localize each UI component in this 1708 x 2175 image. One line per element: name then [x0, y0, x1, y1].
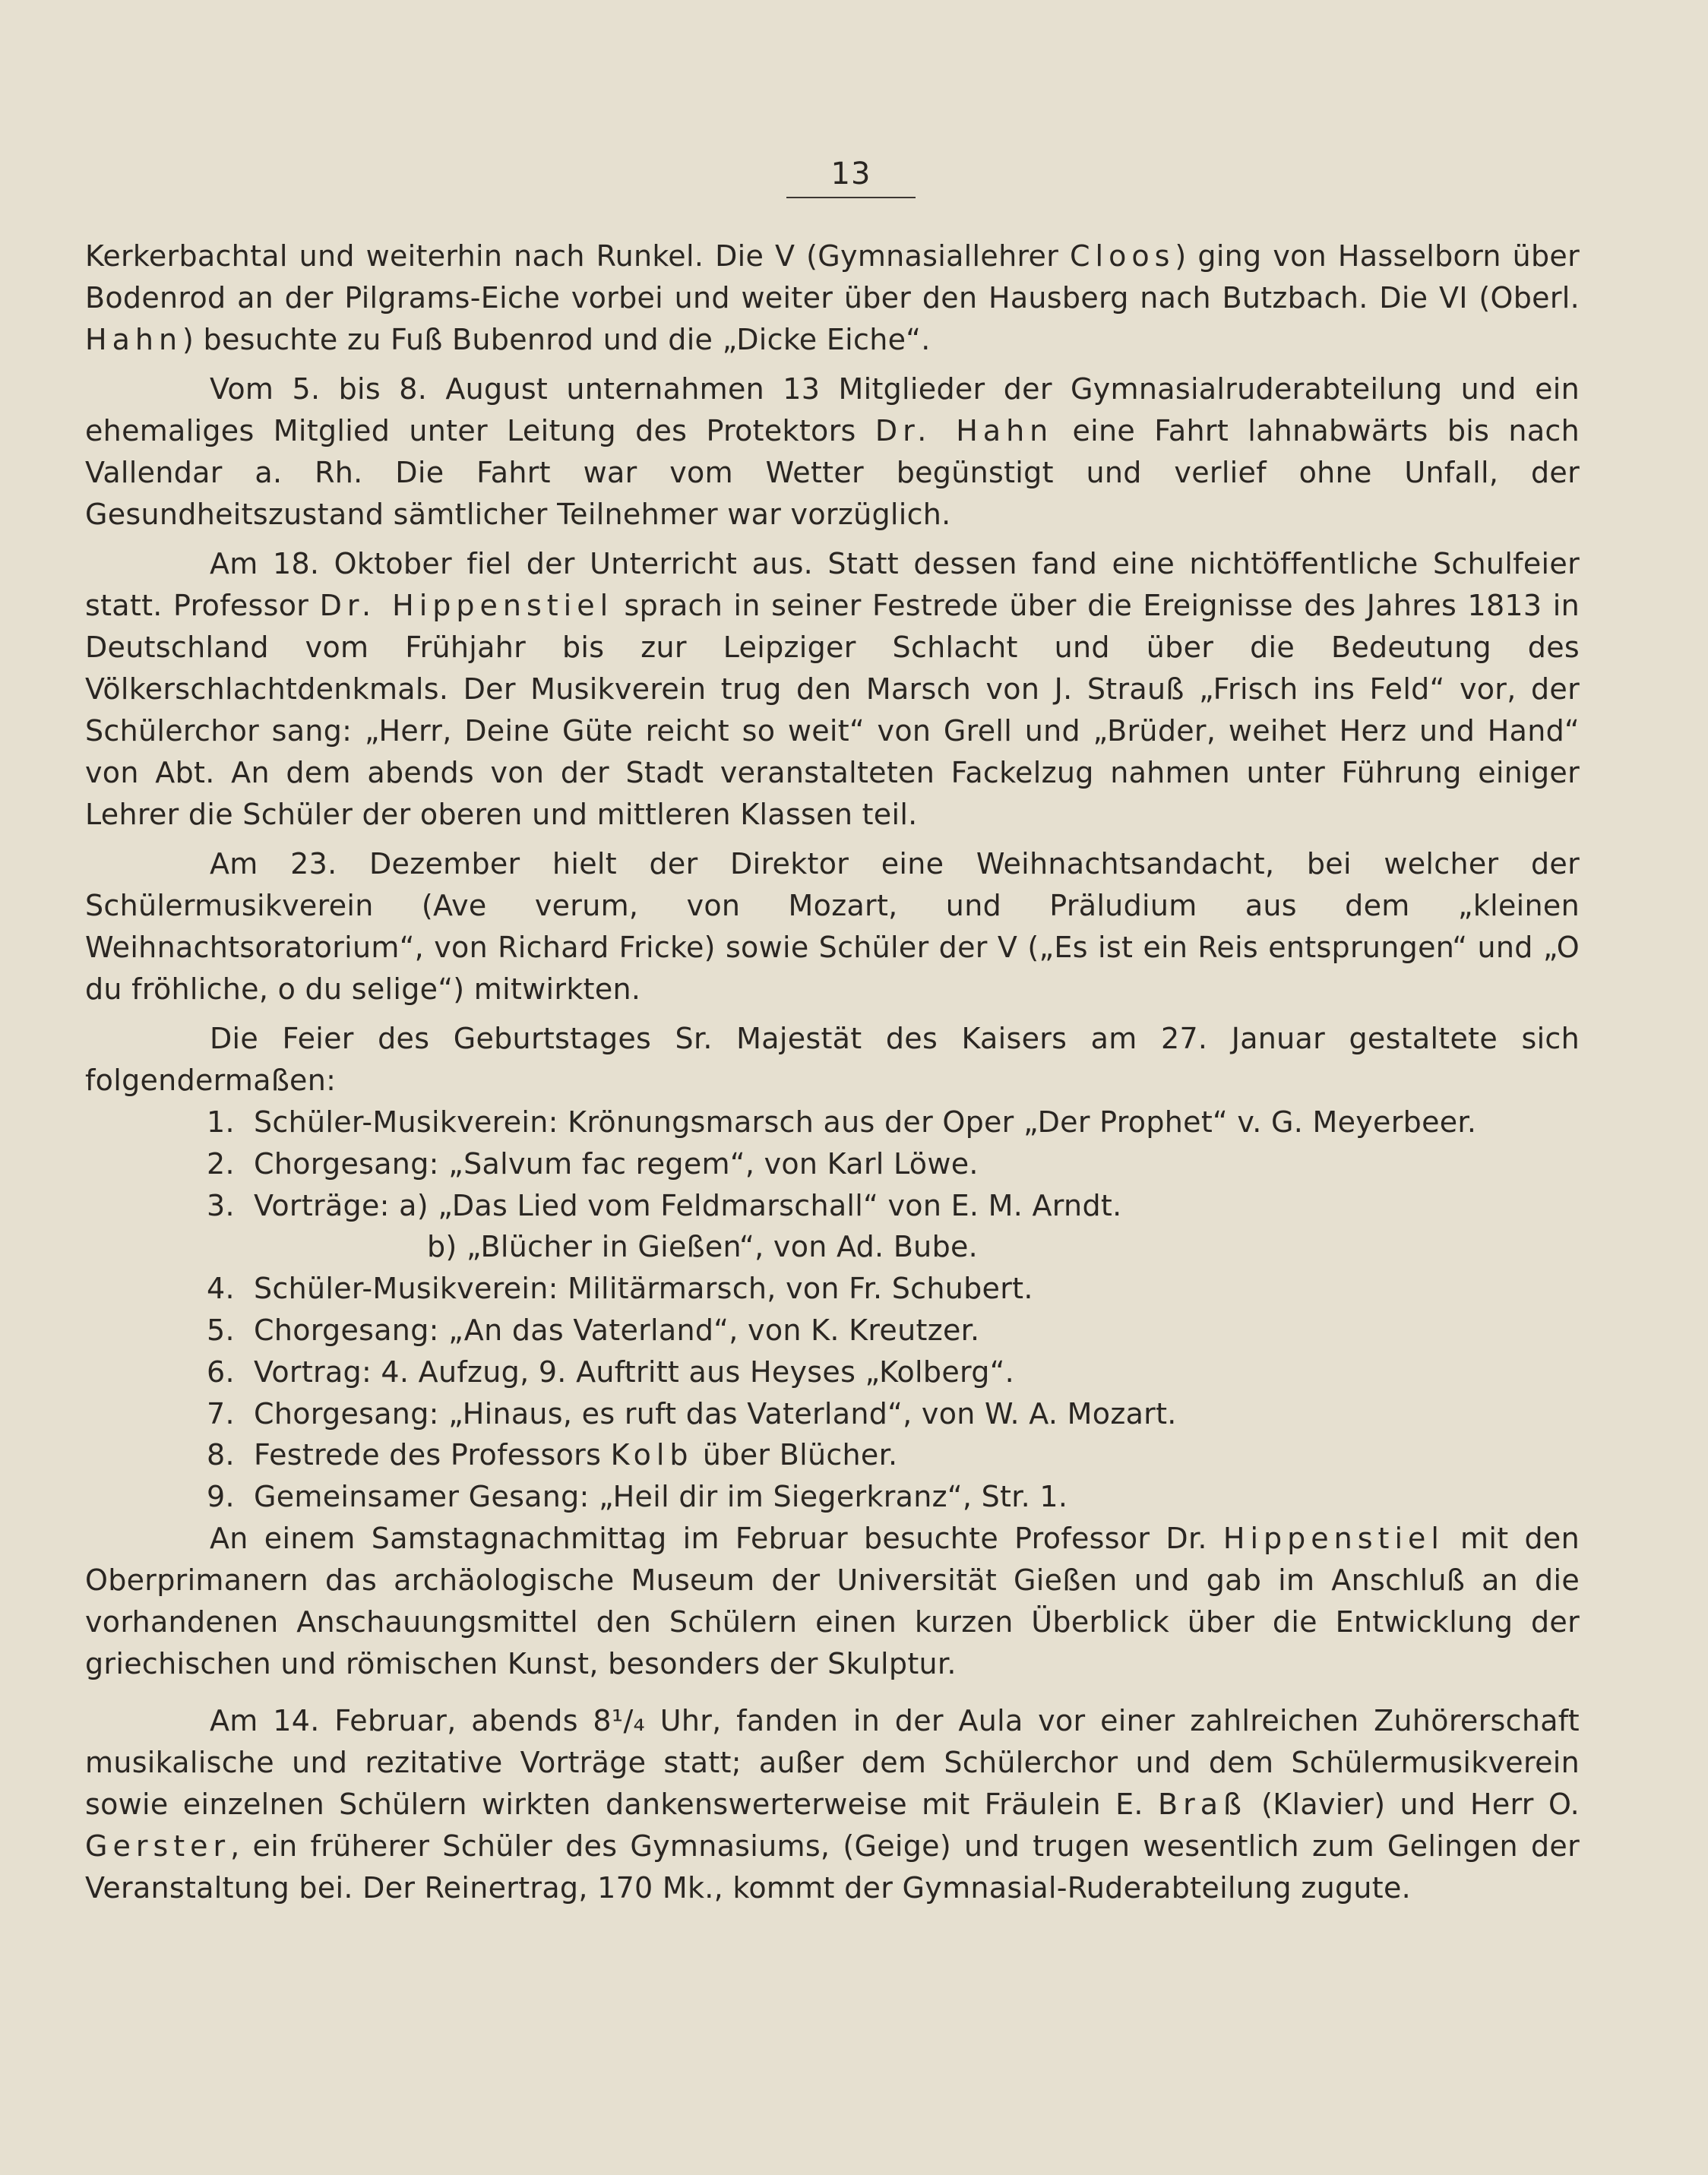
text-run: An einem Samstagnachmittag im Februar besuchte Professor Dr. — [210, 1521, 1223, 1555]
spaced-name: Braß — [1158, 1787, 1247, 1821]
item-text: Chorgesang: „An das Vaterland“, von K. Kreutzer. — [254, 1313, 980, 1347]
item-text: Chorgesang: „Hinaus, es ruft das Vaterland“, von W. A. Mozart. — [254, 1396, 1177, 1431]
text-run: (Klavier) und Herr O. — [1246, 1787, 1580, 1821]
item-text: Vortrag: 4. Aufzug, 9. Auftritt aus Heyses „Kolberg“. — [254, 1355, 1015, 1389]
program-item — [85, 1393, 1580, 1435]
program-item — [85, 1310, 1580, 1351]
item-text: Chorgesang: „Salvum fac regem“, von Karl Löwe. — [254, 1146, 979, 1181]
item-text: über Blücher. — [693, 1438, 898, 1472]
paragraph-1 — [85, 236, 1580, 361]
spaced-name: Hahn — [85, 323, 183, 356]
paragraph-2 — [85, 368, 1580, 536]
item-number: 6. — [207, 1355, 235, 1389]
item-number: 5. — [207, 1313, 235, 1347]
text-run: Am 14. Februar, abends 8¹/₄ Uhr, fanden in der Aula vor einer zahlreichen Zuhörerschaft musikalische und rezitative Vorträge statt; außer dem Schülerchor und dem Schülermusikverein sowie einzelnen Schülern wirkten dankenswerterweise mit Fräulein E. — [85, 1703, 1580, 1821]
paragraph-7 — [85, 1700, 1580, 1909]
item-number: 9. — [207, 1480, 235, 1514]
item-number: 8. — [207, 1438, 235, 1472]
program-item — [85, 1268, 1580, 1310]
program-item — [85, 1434, 1580, 1476]
program-item — [85, 1143, 1580, 1185]
text-run: Am 18. Oktober fiel der Unterricht aus. Statt dessen fand eine nichtöffentliche Schulfeier statt. Professor — [85, 547, 1580, 622]
spaced-name: Hippenstiel — [1222, 1521, 1444, 1555]
item-text: b) „Blücher in Gießen“, von Ad. Bube. — [427, 1230, 979, 1264]
text-run: sprach in seiner Festrede über die Ereignisse des Jahres 1813 in Deutschland vom Frühjahr bis zur Leipziger Schlacht und über die Bedeutung des Völkerschlachtdenkmals. Der Musikverein trug den Marsch von J. Strauß „Frisch ins Feld“ vor, der Schülerchor sang: „Herr, Deine Güte reicht so weit“ von Grell und „Brüder, weihet Herz und Hand“ von Abt. An dem abends von der Stadt veranstalteten Fackelzug nahmen unter Führung einiger Lehrer die Schüler der oberen und mittleren Klassen teil. — [85, 589, 1580, 831]
text-run: Am 23. Dezember hielt der Direktor eine Weihnachtsandacht, bei welcher der Schülermusikverein (Ave verum, von Mozart, und Präludium aus dem „kleinen Weihnachtsoratorium“, von Richard Fricke) sowie Schüler der V („Es ist ein Reis entsprungen“ und „O du fröhliche, o du selige“) mitwirkten. — [85, 847, 1580, 1006]
item-number: 3. — [207, 1188, 235, 1222]
spaced-name: Dr. Hahn — [875, 414, 1054, 447]
item-text: Schüler-Musikverein: Militärmarsch, von Fr. Schubert. — [254, 1272, 1033, 1306]
spaced-name: Dr. Hippenstiel — [319, 589, 614, 622]
item-text: Gemeinsamer Gesang: „Heil dir im Siegerkranz“, Str. 1. — [254, 1480, 1068, 1514]
program-list — [85, 1102, 1580, 1518]
paragraph-4 — [85, 843, 1580, 1010]
program-subitem — [85, 1226, 1580, 1268]
text-run: Die Feier des Geburtstages Sr. Majestät des Kaisers am 27. Januar gestaltete sich folgendermaßen: — [85, 1022, 1580, 1097]
program-item — [85, 1351, 1580, 1393]
item-number: 7. — [207, 1396, 235, 1431]
program-item — [85, 1102, 1580, 1143]
item-number: 1. — [207, 1105, 235, 1139]
item-text: Festrede des Professors — [254, 1438, 611, 1472]
paragraph-5 — [85, 1018, 1580, 1102]
text-run: eine Fahrt lahnabwärts bis nach Vallendar a. Rh. Die Fahrt war vom Wetter begünstigt und verlief ohne Unfall, der Gesundheitszustand sämtlicher Teilnehmer war vorzüglich. — [85, 414, 1580, 531]
program-item — [85, 1476, 1580, 1518]
spaced-name: Kolb — [610, 1438, 694, 1472]
body-text — [85, 236, 1580, 1917]
item-number: 2. — [207, 1146, 235, 1181]
page-number-block — [786, 156, 916, 198]
page-number: 13 — [830, 156, 871, 191]
text-run: , ein früherer Schüler des Gymnasiums, (Geige) und trugen wesentlich zum Gelingen der Veranstaltung bei. Der Reinertrag, 170 Mk., kommt der Gymnasial-Ruderabteilung zugute. — [85, 1829, 1580, 1905]
item-number: 4. — [207, 1272, 235, 1306]
paragraph-6 — [85, 1518, 1580, 1685]
text-run: ) besuchte zu Fuß Bubenrod und die „Dicke Eiche“. — [182, 323, 931, 356]
item-text: Schüler-Musikverein: Krönungsmarsch aus der Oper „Der Prophet“ v. G. Meyerbeer. — [254, 1105, 1477, 1139]
text-run: ) ging von Hasselborn über Bodenrod an der Pilgrams-Eiche vorbei und weiter über den Hausberg nach Butzbach. Die VI (Oberl. — [85, 239, 1580, 315]
page-number-rule — [786, 197, 916, 198]
spaced-name: Cloos — [1070, 239, 1175, 273]
program-item — [85, 1185, 1580, 1227]
text-run: mit den Oberprimanern das archäologische Museum der Universität Gießen und gab im Anschluß an die vorhandenen Anschauungsmittel den Schülern einen kurzen Überblick über die Entwicklung der griechischen und römischen Kunst, besonders der Skulptur. — [85, 1521, 1580, 1680]
text-run: Vom 5. bis 8. August unternahmen 13 Mitglieder der Gymnasialruderabteilung und ein ehemaliges Mitglied unter Leitung des Protektors — [85, 372, 1580, 447]
text-run: Kerkerbachtal und weiterhin nach Runkel. Die V (Gymnasiallehrer — [85, 239, 1071, 273]
item-text: Vorträge: a) „Das Lied vom Feldmarschall“ von E. M. Arndt. — [254, 1188, 1122, 1222]
paragraph-3 — [85, 543, 1580, 836]
spaced-name: Gerster — [85, 1829, 231, 1863]
